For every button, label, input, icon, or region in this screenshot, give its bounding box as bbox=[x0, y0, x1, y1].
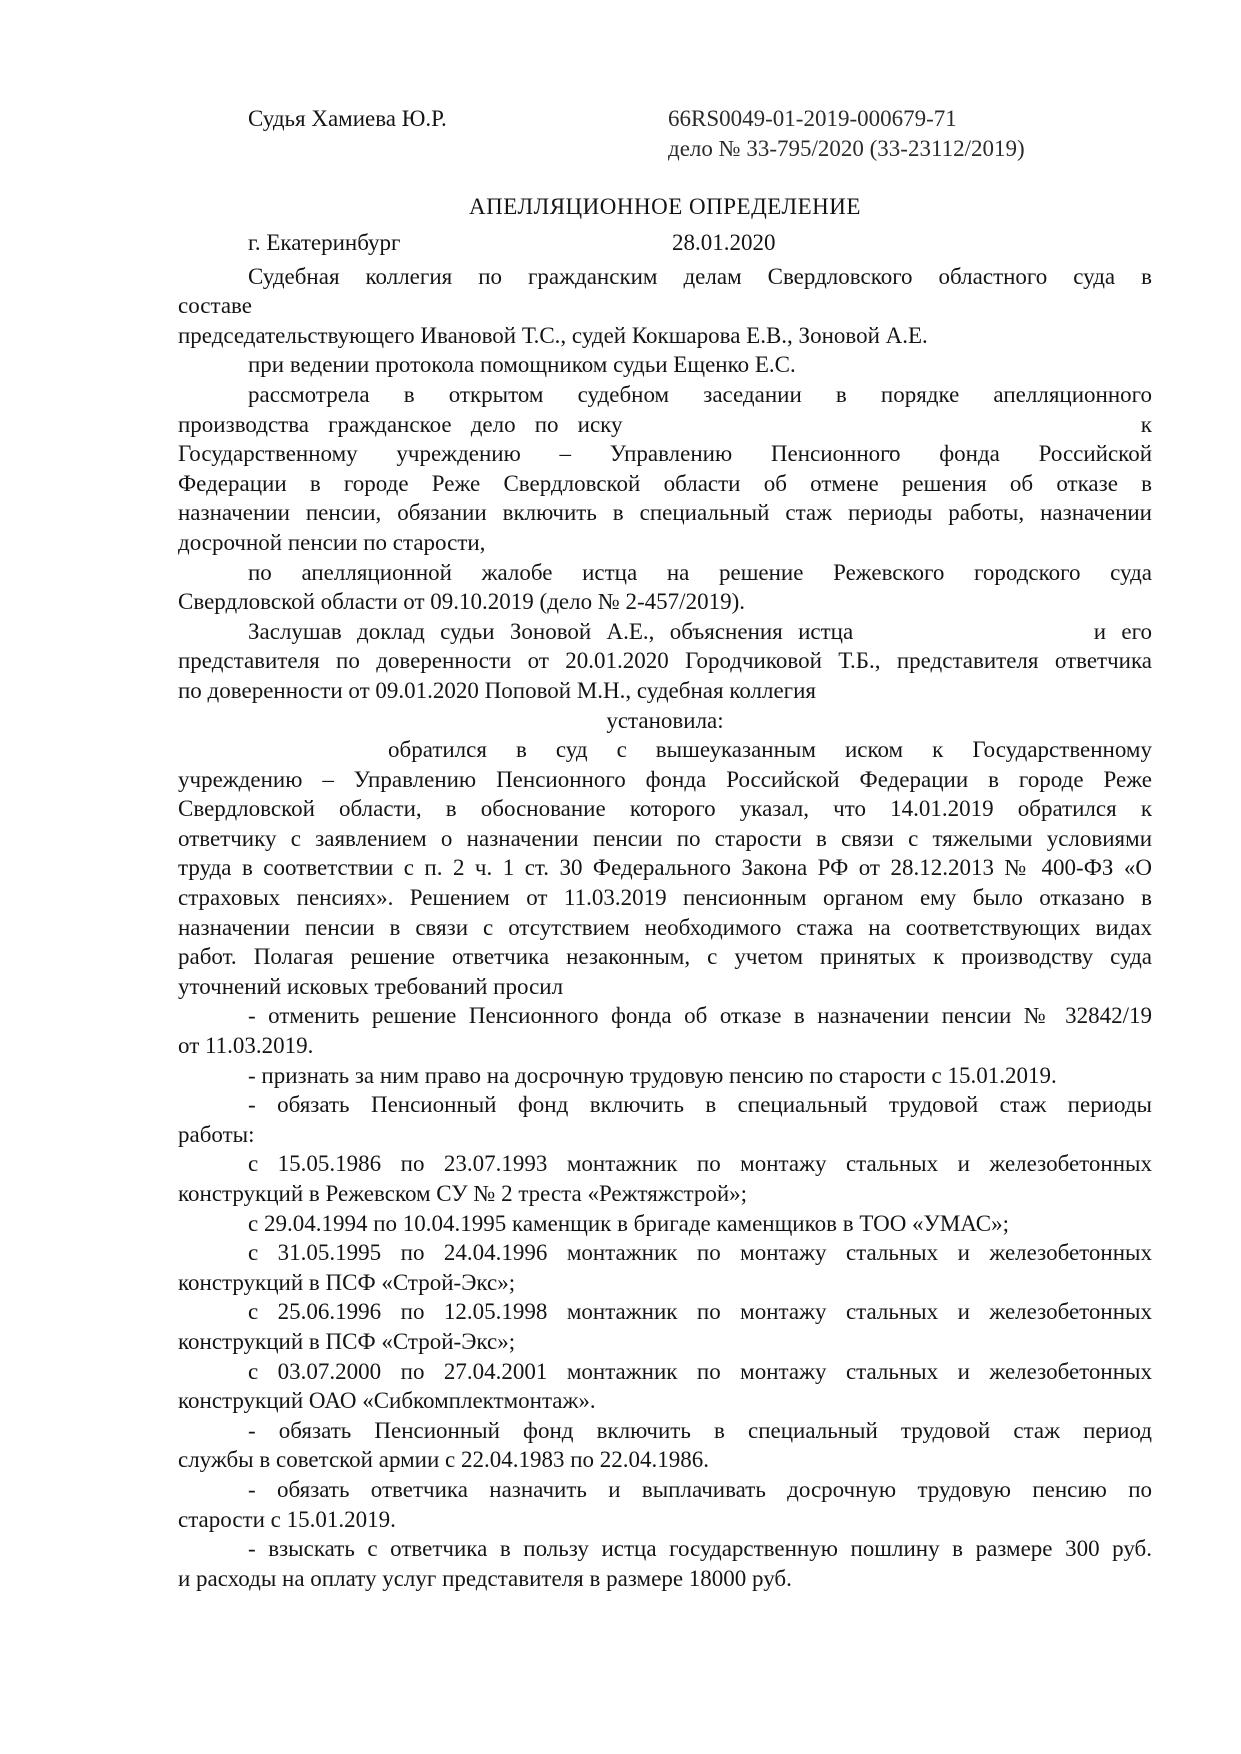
text-line: с 03.07.2000 по 27.04.2001 монтажник по монтажу стальных и железобетонных bbox=[248, 1358, 1152, 1384]
paragraph bbox=[178, 1475, 1152, 1534]
text-line: учреждению – Управлению Пенсионного фонда Российской Федерации в городе Реже bbox=[178, 766, 1152, 792]
document-content bbox=[178, 104, 1152, 1593]
text-line: ответчику с заявлением о назначении пенсии по старости в связи с тяжелыми условиями bbox=[178, 825, 1152, 851]
redaction-gap bbox=[248, 755, 388, 757]
text-line: уточнений исковых требований просил bbox=[178, 973, 564, 999]
text-line: производства гражданское дело по иску к bbox=[178, 411, 1152, 437]
text-line: по апелляционной жалобе истца на решение Режевского городского суда bbox=[248, 559, 1152, 585]
text-line: страховых пенсиях». Решением от 11.03.2019 пенсионным органом ему было отказано в bbox=[178, 885, 1152, 911]
text-line: Свердловской области от 09.10.2019 (дело № 2-457/2019). bbox=[178, 589, 745, 615]
text-line: - обязать Пенсионный фонд включить в специальный трудовой стаж период bbox=[248, 1417, 1152, 1443]
city-label: г. Екатеринбург bbox=[248, 229, 401, 255]
text-line: составе bbox=[178, 293, 252, 319]
text-line: назначении пенсии в связи с отсутствием необходимого стажа на соответствующих видах bbox=[178, 914, 1152, 940]
text-line: труда в соответствии с п. 2 ч. 1 ст. 30 Федерального Закона РФ от 28.12.2013 № 400-ФЗ «О bbox=[178, 855, 1152, 881]
text-line: Государственному учреждению – Управлению Пенсионного фонда Российской bbox=[178, 441, 1152, 467]
text-line: конструкций в Режевском СУ № 2 треста «Режтяжстрой»; bbox=[178, 1181, 748, 1206]
text-line: с 25.06.1996 по 12.05.1998 монтажник по монтажу стальных и железобетонных bbox=[248, 1299, 1152, 1325]
paragraph bbox=[178, 1061, 1152, 1091]
paragraph bbox=[178, 1209, 1152, 1239]
text-line: работ. Полагая решение ответчика незаконным, с учетом принятых к производству суда bbox=[178, 944, 1152, 970]
text-line: Свердловской области, в обоснование которого указал, что 14.01.2019 обратился к bbox=[178, 796, 1152, 822]
paragraph bbox=[178, 735, 1152, 1001]
text-line: старости с 15.01.2019. bbox=[178, 1506, 396, 1532]
text-line: службы в советской армии с 22.04.1983 по 22.04.1986. bbox=[178, 1447, 710, 1473]
case-uid: 66RS0049-01-2019-000679-71 bbox=[668, 106, 957, 131]
paragraph bbox=[178, 1534, 1152, 1593]
paragraph bbox=[178, 1149, 1152, 1208]
text-line: конструкций в ПСФ «Строй-Экс»; bbox=[178, 1269, 516, 1295]
text-line: - обязать Пенсионный фонд включить в специальный трудовой стаж периоды bbox=[248, 1092, 1152, 1118]
text-line: от 11.03.2019. bbox=[178, 1033, 314, 1059]
text-line: с 31.05.1995 по 24.04.1996 монтажник по монтажу стальных и железобетонных bbox=[248, 1240, 1152, 1266]
case-number: дело № 33-795/2020 (33-23112/2019) bbox=[668, 135, 1025, 161]
text-line: обратился в суд с вышеуказанным иском к Государственному bbox=[178, 735, 1152, 765]
text-line: назначении пенсии, обязании включить в специальный стаж периоды работы, назначении bbox=[178, 500, 1152, 526]
text-line: председательствующего Ивановой Т.С., судей Кокшарова Е.В., Зоновой А.Е. bbox=[178, 322, 928, 348]
redaction-gap bbox=[868, 637, 1078, 639]
text-line: - признать за ним право на досрочную трудовую пенсию по старости с 15.01.2019. bbox=[248, 1062, 1057, 1088]
text-line: досрочной пенсии по старости, bbox=[178, 529, 486, 555]
place-date-row bbox=[178, 228, 1152, 258]
text-line: - отменить решение Пенсионного фонда об отказе в назначении пенсии № 32842/19 bbox=[248, 1003, 1152, 1029]
judge-name: Судья Хамиева Ю.Р. bbox=[248, 106, 447, 131]
paragraph bbox=[178, 1357, 1152, 1416]
text-line: Федерации в городе Реже Свердловской области об отмене решения об отказе в bbox=[178, 470, 1152, 496]
case-number-block bbox=[668, 104, 1025, 163]
text-line: представителя по доверенности от 20.01.2020 Городчиковой Т.Б., представителя ответчика bbox=[178, 648, 1152, 674]
paragraph bbox=[178, 706, 1152, 736]
paragraph bbox=[178, 321, 1152, 351]
ruling-date: 28.01.2020 bbox=[672, 229, 776, 255]
text-line: - взыскать с ответчика в пользу истца государственную пошлину в размере 300 руб. bbox=[248, 1536, 1152, 1562]
paragraph bbox=[178, 1001, 1152, 1060]
paragraph bbox=[178, 1297, 1152, 1356]
text-line: и расходы на оплату услуг представителя в размере 18000 руб. bbox=[178, 1565, 792, 1591]
text-line: по доверенности от 09.01.2020 Поповой М.Н., судебная коллегия bbox=[178, 677, 817, 703]
text-line: - обязать ответчика назначить и выплачивать досрочную трудовую пенсию по bbox=[248, 1476, 1152, 1502]
text-line: с 29.04.1994 по 10.04.1995 каменщик в бригаде каменщиков в ТОО «УМАС»; bbox=[248, 1210, 1009, 1236]
text-line: работы: bbox=[178, 1121, 255, 1147]
text-line: конструкций в ПСФ «Строй-Экс»; bbox=[178, 1328, 516, 1354]
text-line: установила: bbox=[606, 707, 724, 733]
text-line: при ведении протокола помощником судьи Ещенко Е.С. bbox=[248, 352, 796, 378]
paragraph bbox=[178, 1238, 1152, 1297]
redaction-gap bbox=[642, 430, 1122, 432]
text-line: конструкций ОАО «Сибкомплектмонтаж». bbox=[178, 1388, 596, 1414]
document-body bbox=[178, 262, 1152, 1594]
paragraph bbox=[178, 558, 1152, 617]
text-line: рассмотрела в открытом судебном заседании в порядке апелляционного bbox=[248, 381, 1152, 407]
paragraph bbox=[178, 350, 1152, 380]
text-line: Заслушав доклад судьи Зоновой А.Е., объяснения истца и его bbox=[248, 618, 1152, 644]
document-header bbox=[178, 104, 1152, 164]
paragraph bbox=[178, 380, 1152, 558]
document-title: АПЕЛЛЯЦИОННОЕ ОПРЕДЕЛЕНИЕ bbox=[469, 194, 861, 219]
text-line: Судебная коллегия по гражданским делам Свердловского областного суда в bbox=[248, 263, 1152, 289]
paragraph bbox=[178, 262, 1152, 321]
paragraph bbox=[178, 617, 1152, 706]
paragraph bbox=[178, 1416, 1152, 1475]
paragraph bbox=[178, 1090, 1152, 1149]
text-line: с 15.05.1986 по 23.07.1993 монтажник по монтажу стальных и железобетонных bbox=[248, 1151, 1152, 1177]
